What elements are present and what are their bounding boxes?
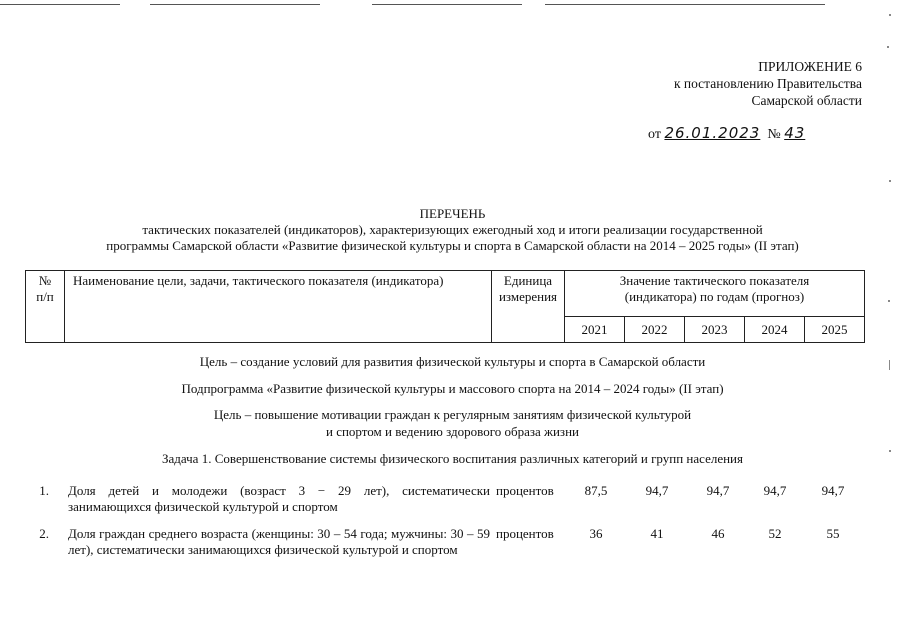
appendix-block <box>600 58 862 109</box>
title-line1: тактических показателей (индикаторов), характеризующих ежегодный ход и итоги реализации государственной <box>142 222 763 237</box>
scan-speck <box>887 46 889 48</box>
section-subprogram: Подпрограмма «Развитие физической культуры и массового спорта на 2014 – 2024 годы» (II этап) <box>181 381 724 396</box>
header-year: 2021 <box>565 317 625 343</box>
header-col-name: Наименование цели, задачи, тактического показателя (индикатора) <box>65 271 492 343</box>
section-task1: Задача 1. Совершенствование системы физического воспитания различных категорий и групп населения <box>162 451 743 466</box>
decree-from-label: от <box>648 127 661 142</box>
section-goal1: Цель – создание условий для развития физической культуры и спорта в Самарской области <box>199 354 706 369</box>
scan-edge-line <box>0 4 120 5</box>
header-year: 2022 <box>625 317 685 343</box>
header-col-num: № п/п <box>26 271 65 343</box>
row-number: 1. <box>39 483 49 498</box>
decree-date: 26.01.2023 <box>664 124 761 142</box>
decree-number: 43 <box>784 124 806 142</box>
table-row <box>0 483 905 517</box>
table-row <box>0 526 905 576</box>
row-value-2024: 52 <box>768 526 782 541</box>
row-number: 2. <box>39 526 49 541</box>
decree-reference <box>648 124 805 143</box>
row-value-2025: 94,7 <box>821 483 845 498</box>
row-value-2024: 94,7 <box>763 483 787 498</box>
appendix-line1: к постановлению Правительства <box>673 76 862 91</box>
scan-edge-line <box>545 4 825 5</box>
appendix-line2: Самарской области <box>751 93 862 108</box>
title-heading: ПЕРЕЧЕНЬ <box>419 206 486 221</box>
decree-number-label: № <box>767 127 781 142</box>
header-year: 2023 <box>685 317 745 343</box>
title-line2: программы Самарской области «Развитие физической культуры и спорта в Самарской области на 2014 – 2025 годы» (II этап) <box>106 238 799 253</box>
scan-speck <box>889 14 891 16</box>
row-indicator-name: Доля детей и молодежи (возраст 3 − 29 лет), систематически занимающихся физической культурой и спортом <box>68 483 490 514</box>
row-unit: процентов <box>496 526 554 541</box>
header-year: 2025 <box>805 317 865 343</box>
row-value-2023: 94,7 <box>706 483 730 498</box>
appendix-title: ПРИЛОЖЕНИЕ 6 <box>758 59 862 74</box>
row-value-2023: 46 <box>711 526 725 541</box>
row-unit: процентов <box>496 483 554 498</box>
scan-edge-line <box>150 4 320 5</box>
row-value-2022: 94,7 <box>645 483 669 498</box>
row-value-2022: 41 <box>650 526 664 541</box>
scan-edge-line <box>372 4 522 5</box>
header-col-values: Значение тактического показателя (индикатора) по годам (прогноз) <box>565 271 865 317</box>
document-title <box>0 206 905 254</box>
row-indicator-name: Доля граждан среднего возраста (женщины: 30 – 54 года; мужчины: 30 – 59 лет), систематически занимающихся физической культурой и спортом <box>68 526 490 557</box>
row-value-2025: 55 <box>826 526 840 541</box>
row-value-2021: 87,5 <box>584 483 608 498</box>
scan-speck <box>888 300 890 302</box>
section-goal2: Цель – повышение мотивации граждан к регулярным занятиям физической культурой и спортом и ведению здорового образа жизни <box>213 407 692 439</box>
row-value-2021: 36 <box>589 526 603 541</box>
header-year: 2024 <box>745 317 805 343</box>
header-col-unit: Единица измерения <box>492 271 565 343</box>
indicator-table-header <box>25 270 865 343</box>
scan-speck <box>889 180 891 182</box>
